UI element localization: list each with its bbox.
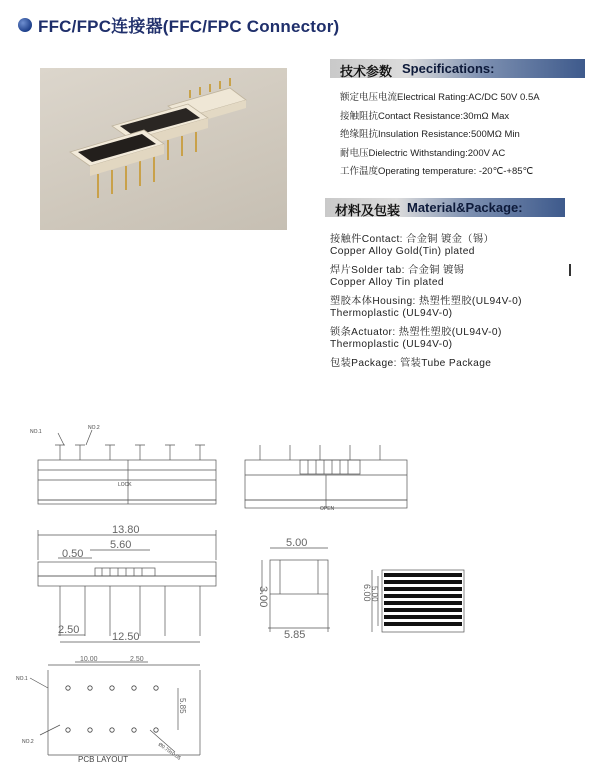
dim-5-60: 5.60	[110, 539, 132, 551]
dim-3-00: 3.00	[257, 586, 269, 608]
margin-mark	[569, 264, 571, 276]
dim-2-50: 2.50	[58, 624, 80, 636]
dim-5-85-b: 5.85	[178, 698, 187, 714]
profile-view	[262, 548, 330, 632]
dim-2-50-b: 2.50	[130, 656, 144, 663]
material-line: Thermoplastic (UL94V-0)	[330, 308, 453, 319]
bullet-icon	[18, 18, 32, 32]
label-no2: NO.2	[88, 425, 100, 431]
page-title-text: FFC/FPC连接器(FFC/FPC Connector)	[38, 17, 340, 36]
technical-drawings	[0, 400, 600, 775]
specifications-heading-en: Specifications:	[402, 61, 495, 76]
material-header	[325, 198, 565, 217]
material-line: 焊片Solder tab: 合金铜 镀锡	[330, 265, 465, 276]
material-line: 接触件Contact: 合金铜 镀金（锡）	[330, 234, 495, 245]
spec-item: 工作温度Operating temperature: -20℃-+85℃	[340, 166, 534, 177]
dim-5-85: 5.85	[284, 629, 306, 641]
dim-10-00: 10.00	[80, 656, 98, 663]
label-open: OPEN	[320, 506, 335, 512]
pcb-layout	[30, 662, 200, 755]
label-hole-note: Ø0.70±0.05	[156, 741, 182, 762]
spec-item: 接触阻抗Contact Resistance:30mΩ Max	[340, 111, 510, 122]
connector-3	[70, 130, 164, 198]
page-title	[18, 12, 339, 37]
material-line: Copper Alloy Gold(Tin) plated	[330, 246, 475, 257]
material-line: 锁条Actuator: 热塑性塑胶(UL94V-0)	[330, 327, 502, 338]
label-no1b: NO.1	[16, 676, 28, 682]
rear-view	[245, 445, 407, 508]
pcb-holes	[66, 686, 158, 732]
dim-5-00: 5.00	[286, 537, 308, 549]
dim-5-00-b: 5.00	[370, 586, 379, 602]
spec-item: 耐电压Dielectric Withstanding:200V AC	[340, 148, 506, 159]
label-pcb-layout: PCB LAYOUT	[78, 755, 129, 764]
spec-item: 绝缘阻抗Insulation Resistance:500MΩ Min	[340, 129, 520, 140]
material-line: Copper Alloy Tin plated	[330, 277, 444, 288]
dim-0-50: 0.50	[62, 548, 84, 560]
front-view	[38, 430, 216, 504]
label-no1: NO.1	[30, 429, 42, 435]
material-line: 塑胶本体Housing: 热塑性塑胶(UL94V-0)	[330, 296, 522, 307]
material-line: 包装Package: 管装Tube Package	[330, 358, 492, 369]
spec-item: 额定电压电流Electrical Rating:AC/DC 50V 0.5A	[340, 92, 540, 103]
material-heading-en: Material&Package:	[407, 200, 523, 215]
label-no2b: NO.2	[22, 739, 34, 745]
ffc-conductors	[384, 573, 462, 626]
material-line: Thermoplastic (UL94V-0)	[330, 339, 453, 350]
label-lock: LOCK	[118, 482, 132, 488]
dim-6-00: 6.00	[362, 584, 372, 602]
dim-12-50: 12.50	[112, 631, 140, 643]
product-photo-illustration	[40, 68, 287, 230]
material-heading-cn: 材料及包装	[335, 203, 401, 218]
specifications-heading-cn: 技术参数	[340, 64, 393, 79]
product-photo	[40, 68, 287, 230]
dim-13-80: 13.80	[112, 524, 140, 536]
specifications-header	[330, 59, 585, 78]
